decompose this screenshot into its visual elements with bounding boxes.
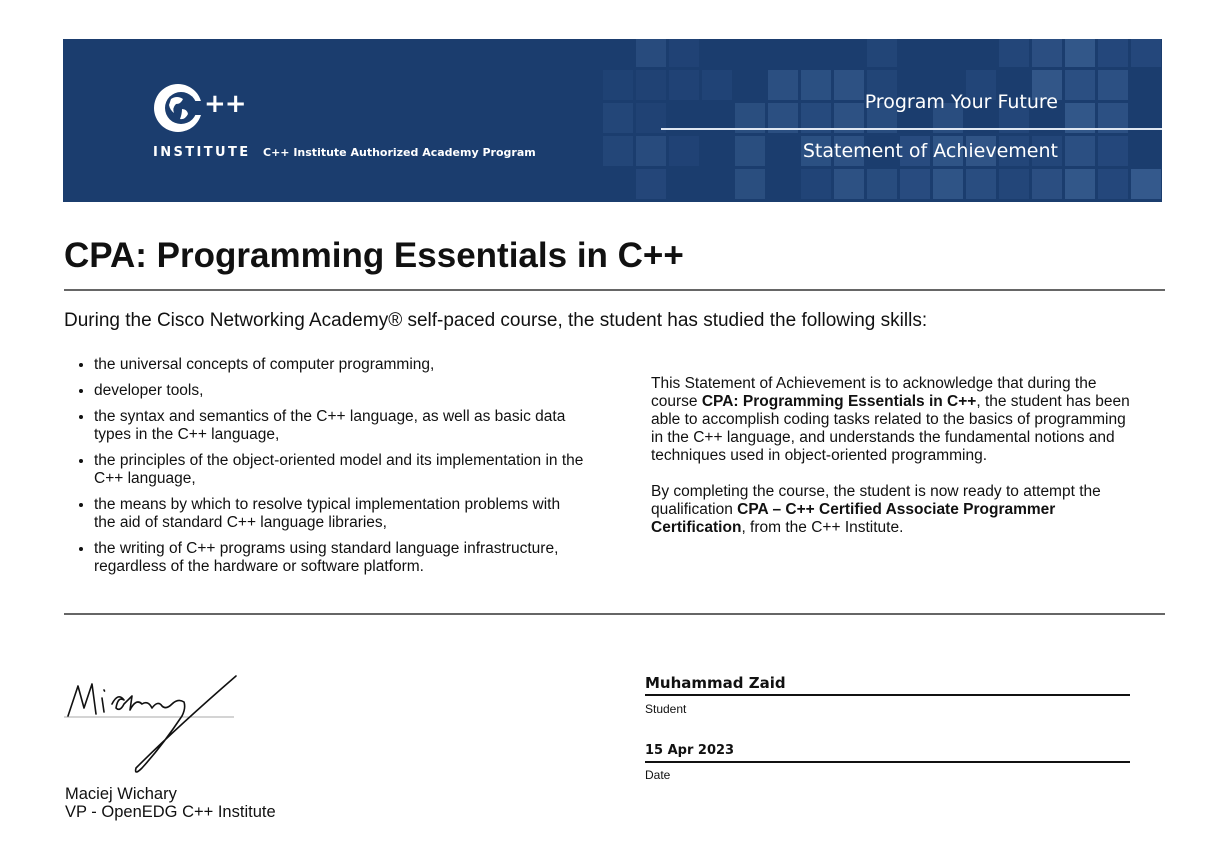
signer-name: Maciej Wichary	[65, 785, 177, 803]
achievement-statement	[651, 375, 1135, 555]
course-title: CPA: Programming Essentials in C++	[64, 236, 684, 275]
logo-wordmark: INSTITUTE	[153, 145, 251, 160]
banner-tile	[1098, 39, 1128, 67]
banner-tile	[801, 70, 831, 100]
list-item: • the means by which to resolve typical implementation problems with the aid of standard C++ language libraries,	[94, 496, 584, 532]
statement-text: , the student has been able to accomplish coding tasks related to the basics of programming in the C++ language, and understands the fundamental notions and techniques used in object-oriented programming.	[651, 393, 1130, 464]
banner-tile	[735, 136, 765, 166]
banner-divider	[661, 128, 1162, 130]
banner-tile	[1098, 169, 1128, 199]
statement-certification-name: CPA – C++ Certified Associate Programmer Certification	[651, 501, 1056, 536]
banner-tile	[603, 136, 633, 166]
banner-tile	[1131, 39, 1161, 67]
banner-tile	[834, 70, 864, 100]
banner-tile	[603, 70, 633, 100]
statement-paragraph	[651, 483, 1135, 537]
banner-tile	[636, 136, 666, 166]
banner-tile	[999, 169, 1029, 199]
globe-c-icon	[153, 83, 203, 133]
banner-tile	[1032, 39, 1062, 67]
student-label: Student	[645, 702, 687, 716]
banner-tile	[1098, 136, 1128, 166]
signer-block	[65, 785, 276, 821]
student-name: Muhammad Zaid	[645, 674, 1130, 696]
banner-tagline: Program Your Future	[864, 91, 1058, 113]
issue-date: 15 Apr 2023	[645, 743, 1130, 763]
banner-tile	[933, 169, 963, 199]
banner-tile	[1065, 39, 1095, 67]
list-item: • the writing of C++ programs using standard language infrastructure, regardless of the hardware or software platform.	[94, 540, 584, 576]
banner-tile	[1032, 169, 1062, 199]
banner-tile	[1098, 70, 1128, 100]
banner-tile	[1065, 70, 1095, 100]
banner-tile	[669, 136, 699, 166]
list-item: • the universal concepts of computer programming,	[94, 356, 584, 374]
banner-tile	[801, 169, 831, 199]
certificate-banner	[63, 39, 1162, 202]
banner-tile	[735, 169, 765, 199]
list-item: • developer tools,	[94, 382, 584, 400]
academy-program-label: C++ Institute Authorized Academy Program	[263, 146, 536, 159]
banner-tile	[768, 70, 798, 100]
list-item: • the principles of the object-oriented model and its implementation in the C++ language,	[94, 452, 584, 488]
statement-course-name: CPA: Programming Essentials in C++	[701, 393, 977, 410]
statement-text: This Statement of Achievement is to acknowledge that during the course	[651, 375, 1097, 410]
banner-tile	[636, 169, 666, 199]
skills-list	[78, 356, 584, 584]
handwritten-signature	[64, 668, 304, 778]
banner-tile	[669, 39, 699, 67]
title-divider	[64, 289, 1165, 291]
signer-role: VP - OpenEDG C++ Institute	[65, 803, 276, 821]
section-divider	[64, 613, 1165, 615]
banner-tile	[900, 169, 930, 199]
statement-paragraph	[651, 375, 1135, 465]
banner-tile	[669, 70, 699, 100]
banner-tile	[702, 70, 732, 100]
banner-tile	[1065, 136, 1095, 166]
intro-text: During the Cisco Networking Academy® self-paced course, the student has studied the following skills:	[64, 310, 928, 331]
banner-tile	[867, 169, 897, 199]
list-item: • the syntax and semantics of the C++ language, as well as basic data types in the C++ language,	[94, 408, 584, 444]
date-label: Date	[645, 768, 671, 782]
banner-tile	[636, 39, 666, 67]
banner-tile	[966, 169, 996, 199]
logo-plus-sign: ++	[204, 89, 246, 119]
banner-subtitle: Statement of Achievement	[802, 140, 1058, 162]
banner-tile	[1131, 169, 1161, 199]
statement-text: By completing the course, the student is now ready to attempt the qualification	[651, 483, 1101, 518]
banner-tile	[603, 103, 633, 133]
banner-tile	[867, 39, 897, 67]
banner-tile	[834, 169, 864, 199]
statement-text: , from the C++ Institute.	[741, 519, 904, 536]
banner-tile	[999, 39, 1029, 67]
banner-tile	[636, 70, 666, 100]
banner-tile	[1065, 169, 1095, 199]
